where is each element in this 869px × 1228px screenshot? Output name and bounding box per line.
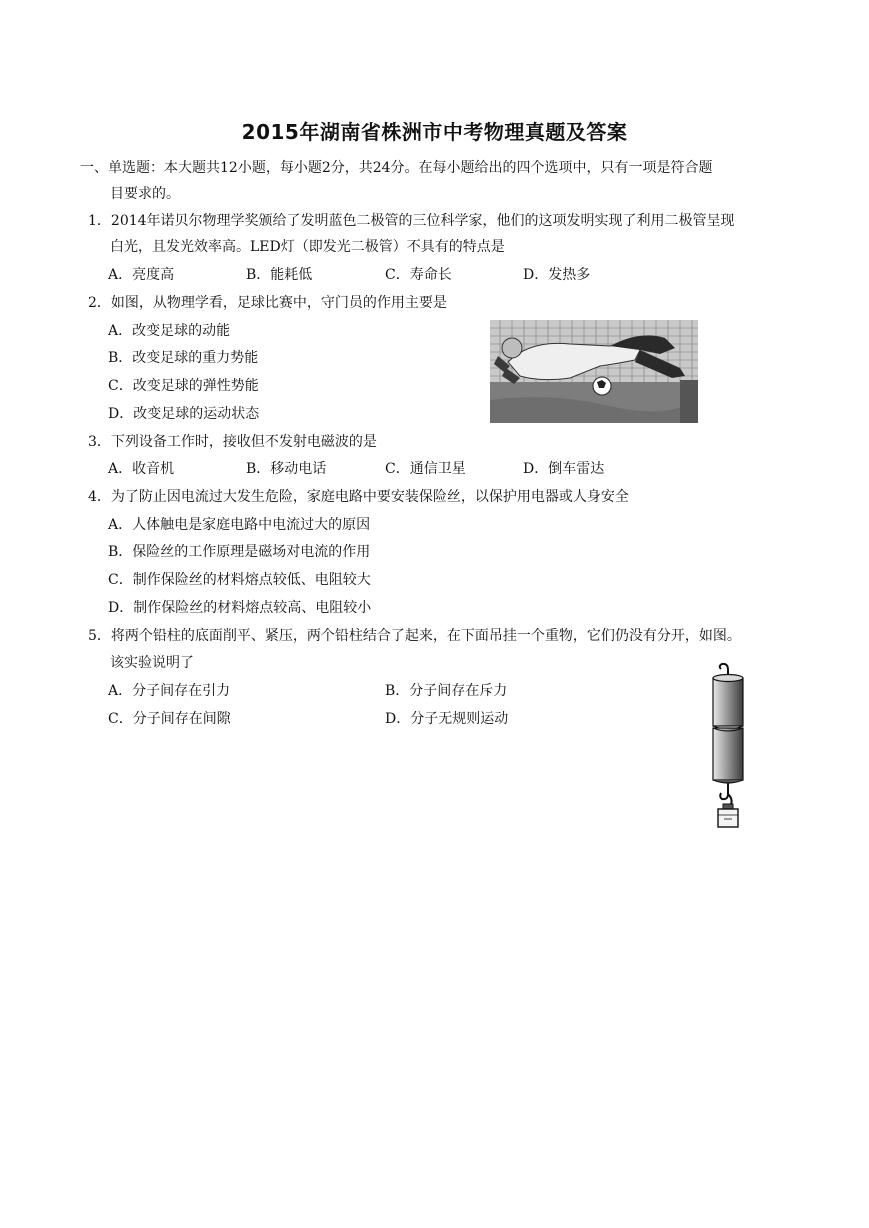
question-5-option-a: A．分子间存在引力 [108, 683, 231, 699]
question-1-option-c: C．寿命长 [385, 267, 452, 283]
question-1-option-b: B．能耗低 [246, 267, 313, 283]
question-4-option-b: B．保险丝的工作原理是磁场对电流的作用 [108, 544, 371, 560]
question-2-option-d: D．改变足球的运动状态 [108, 406, 260, 422]
question-2-option-b: B．改变足球的重力势能 [108, 350, 259, 366]
goalkeeper-photo [490, 320, 698, 423]
question-2-option-c: C．改变足球的弹性势能 [108, 378, 259, 394]
question-3-option-d: D．倒车雷达 [523, 461, 605, 477]
lead-cylinders-figure [698, 660, 758, 832]
question-3-stem: 3．下列设备工作时，接收但不发射电磁波的是 [88, 434, 377, 450]
question-4-option-d: D．制作保险丝的材料熔点较高、电阻较小 [108, 600, 372, 616]
question-2-option-a: A．改变足球的动能 [108, 323, 231, 339]
lead-cylinders-illustration [698, 660, 758, 832]
question-4-option-c: C．制作保险丝的材料熔点较低、电阻较大 [108, 572, 371, 588]
question-3-option-a: A．收音机 [108, 461, 175, 477]
question-1-stem-line-1: 1．2014年诺贝尔物理学奖颁给了发明蓝色二极管的三位科学家，他们的这项发明实现了利用二极管呈现 [88, 213, 735, 229]
question-4-option-a: A．人体触电是家庭电路中电流过大的原因 [108, 517, 371, 533]
question-3-option-c: C．通信卫星 [385, 461, 466, 477]
question-5-stem-line-2: 该实验说明了 [110, 655, 194, 671]
goalkeeper-illustration [490, 320, 698, 423]
question-1-stem-line-2: 白光，且发光效率高。LED灯（即发光二极管）不具有的特点是 [110, 239, 505, 255]
question-4-stem: 4．为了防止因电流过大发生危险，家庭电路中要安装保险丝，以保护用电器或人身安全 [88, 489, 629, 505]
question-5-option-d: D．分子无规则运动 [385, 711, 509, 727]
question-5-option-b: B．分子间存在斥力 [385, 683, 508, 699]
page-title: 2015年湖南省株洲市中考物理真题及答案 [241, 120, 628, 144]
section-instruction-line-1: 一、单选题：本大题共12小题，每小题2分，共24分。在每小题给出的四个选项中，只有一项是符合题 [80, 160, 713, 176]
question-2-stem: 2．如图，从物理学看，足球比赛中，守门员的作用主要是 [88, 295, 447, 311]
question-5-option-c: C．分子间存在间隙 [108, 711, 231, 727]
section-instruction-line-2: 目要求的。 [110, 186, 180, 202]
question-1-option-d: D．发热多 [523, 267, 591, 283]
question-5-stem-line-1: 5．将两个铅柱的底面削平、紧压，两个铅柱结合了起来，在下面吊挂一个重物，它们仍没有分开，如图。 [88, 628, 741, 644]
question-3-option-b: B．移动电话 [246, 461, 327, 477]
question-1-option-a: A．亮度高 [108, 267, 175, 283]
